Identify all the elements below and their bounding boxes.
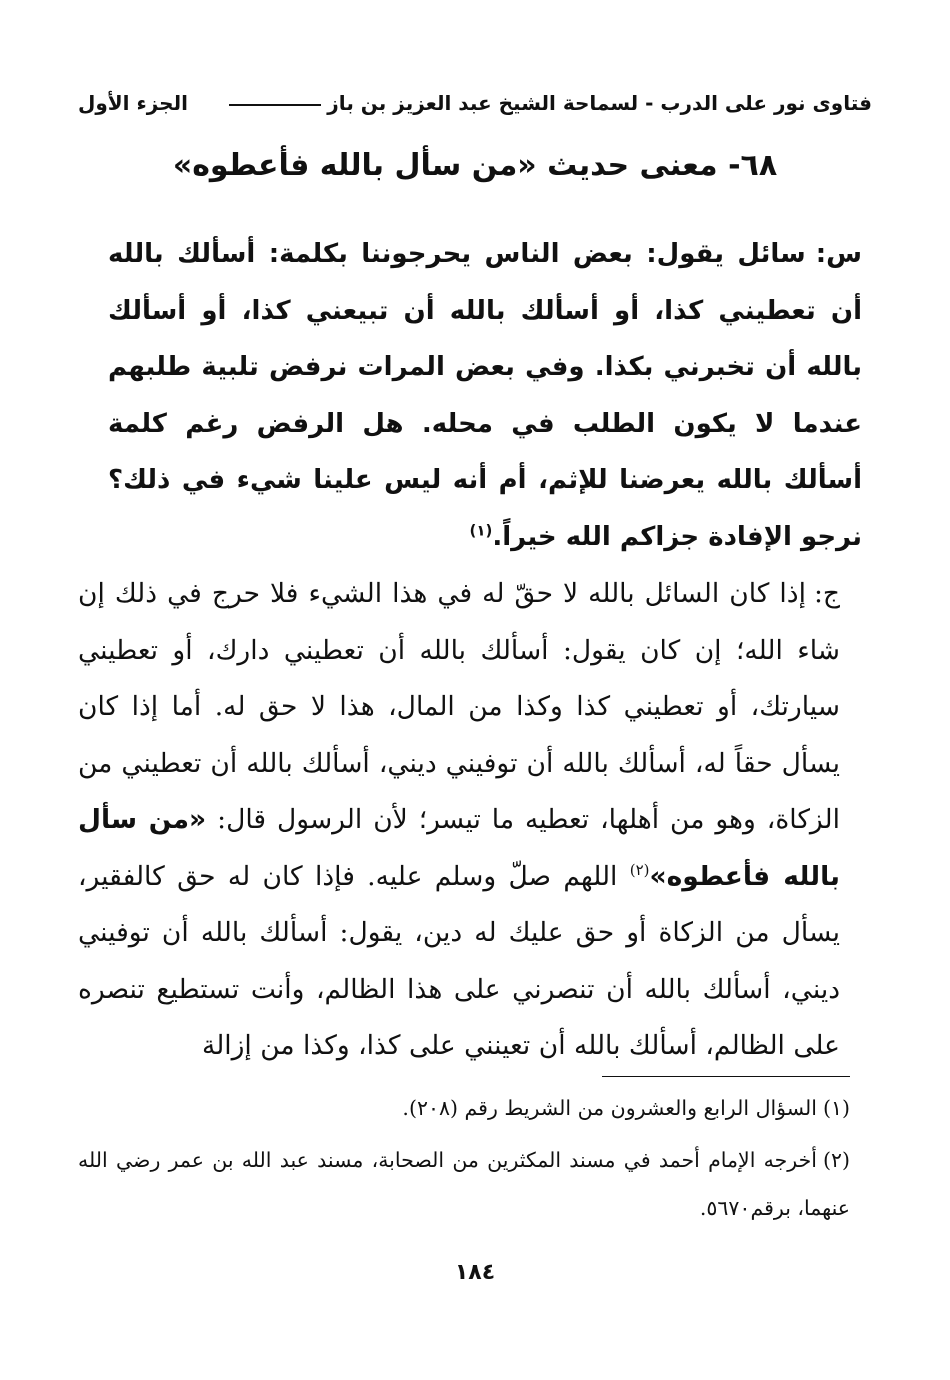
footnote-separator xyxy=(602,1076,850,1077)
volume-label: الجزء الأول xyxy=(78,91,188,115)
question-label: س: xyxy=(815,239,862,269)
page-number: ١٨٤ xyxy=(454,1260,496,1285)
answer-text-part1: إذا كان السائل بالله لا حقّ له في هذا الشيء فلا حرج في ذلك إن شاء الله؛ إن كان يقول: أسألك بالله أن تعطيني دارك، أو تعطيني سيارتك، أو تعطيني كذا وكذا من المال، هذا لا حق له. أما إذا كان يسأل حقاً له، أسألك بالله أن توفيني ديني، أسألك بالله أن تعطيني من الزكاة، وهو من أهلها، تعطيه ما تيسر؛ لأن الرسول قال: xyxy=(78,578,840,835)
footnote-text: السؤال الرابع والعشرون من الشريط رقم (٢٠٨). xyxy=(402,1096,817,1120)
footnote-ref-2[interactable]: (٢) xyxy=(629,860,650,879)
footnote-2 xyxy=(78,1136,850,1232)
answer-label: ج: xyxy=(813,578,840,609)
footnote-text: أخرجه الإمام أحمد في مسند المكثرين من الصحابة، مسند عبد الله بن عمر رضي الله عنهما، برقم٥٦٧٠. xyxy=(78,1148,850,1220)
footnote-ref-1[interactable]: (١) xyxy=(469,520,493,539)
book-title: فتاوى نور على الدرب - لسماحة الشيخ عبد العزيز بن باز xyxy=(229,91,872,115)
footnote-number: (٢) xyxy=(822,1148,850,1172)
chapter-title: ٦٨- معنى حديث «من سأل بالله فأعطوه» xyxy=(172,148,778,183)
running-header xyxy=(78,86,872,120)
hadith-quote: «من سأل بالله فأعطوه» xyxy=(78,804,840,892)
footnote-1 xyxy=(78,1084,850,1132)
footnotes xyxy=(78,1084,850,1236)
question-text: سائل يقول: بعض الناس يحرجوننا بكلمة: أسألك بالله أن تعطيني كذا، أو أسألك بالله أن تبيعني كذا، أو أسألك بالله أن تخبرني بكذا. وفي بعض المرات نرفض تلبية طلبهم عندما لا يكون الطلب في محله. هل الرفض رغم كلمة أسألك بالله يعرضنا للإثم، أم أنه ليس علينا شيء في ذلك؟ نرجو الإفادة جزاكم الله خيراً. xyxy=(108,239,862,552)
footnote-number: (١) xyxy=(822,1096,850,1120)
question-paragraph xyxy=(108,226,862,565)
answer-paragraph xyxy=(78,566,840,1075)
header-rule xyxy=(229,104,321,106)
answer-text-part2: اللهم صلّ وسلم عليه. فإذا كان له حق كالفقير، يسأل من الزكاة أو حق عليك له دين، يقول: أسألك بالله أن توفيني ديني، أسألك بالله أن تنصرني على هذا الظالم، وأنت تستطيع تنصره على الظالم، أسألك بالله أن تعينني على كذا، وكذا من إزالة xyxy=(78,860,840,1061)
